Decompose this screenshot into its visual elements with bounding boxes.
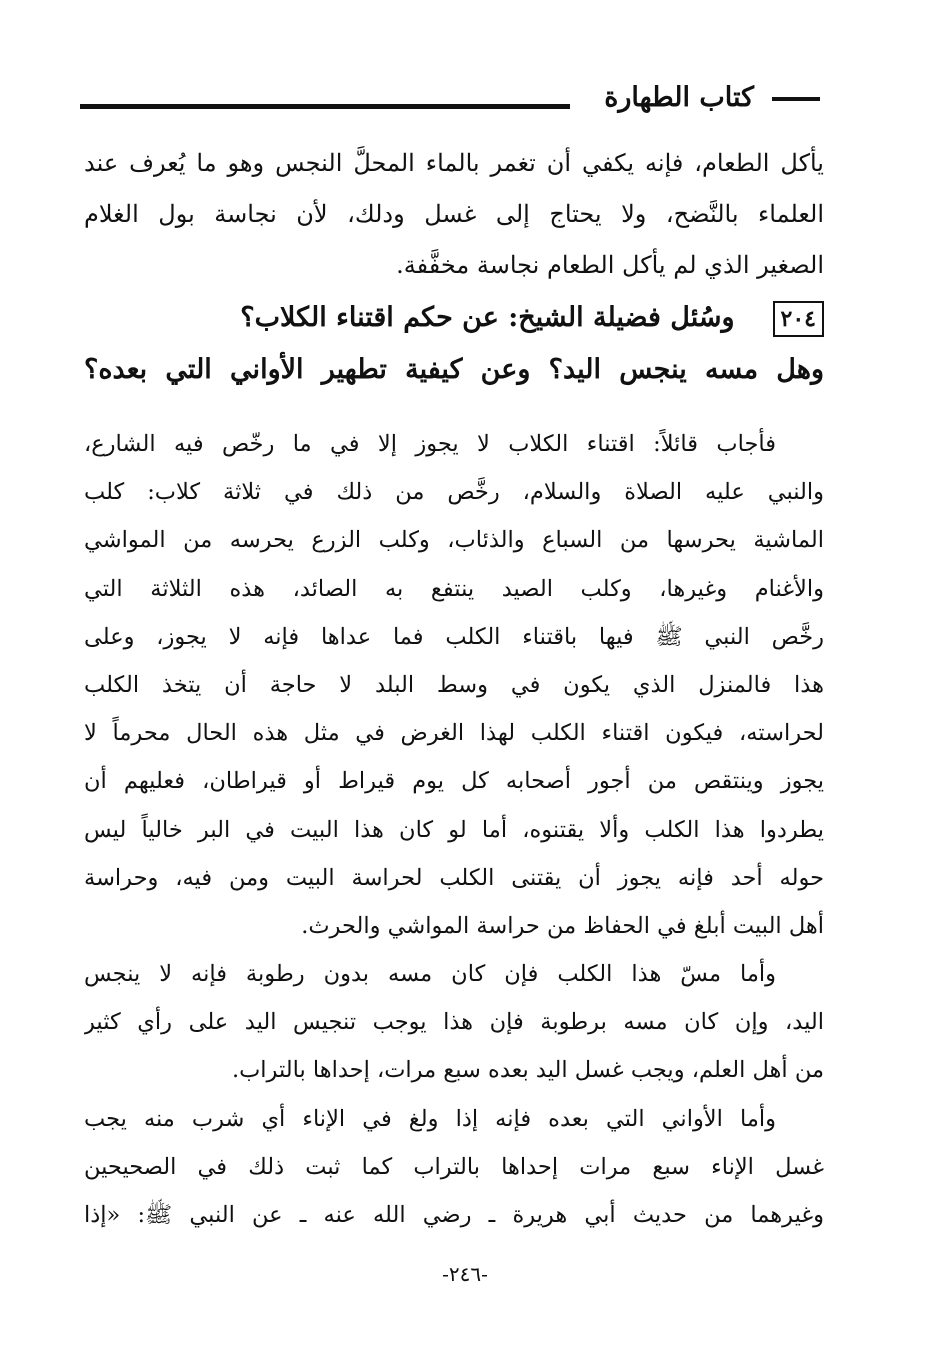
answer-line: الماشية يحرسها من السباع والذئاب، وكلب الزرع يحرسه من المواشي [84, 527, 824, 554]
answer-line: يطردوا هذا الكلب وألا يقتنوه، أما لو كان هذا البيت في البر خالياً ليس [84, 816, 824, 843]
question-number: ٢٠٤ [773, 301, 824, 337]
running-header [80, 78, 820, 118]
answer-line: فأجاب قائلاً: اقتناء الكلاب لا يجوز إلا في ما رخّص فيه الشارع، [84, 431, 776, 457]
answer-line: أهل البيت أبلغ في الحفاظ من حراسة المواشي والحرث. [301, 912, 824, 939]
answer-line: رخَّص النبي ﷺ فيها باقتناء الكلب فما عداها فإنه لا يجوز، وعلى [84, 623, 824, 650]
header-title: كتاب الطهارة [596, 78, 762, 118]
question-line-1 [84, 292, 824, 344]
header-rule-long [80, 104, 570, 109]
page-number: -٢٤٦- [442, 1262, 488, 1286]
answer-line: وغيرهما من حديث أبي هريرة ـ رضي الله عنه ـ عن النبي ﷺ: «إذا [84, 1202, 824, 1228]
answer-line: والنبي عليه الصلاة والسلام، رخَّص من ذلك في ثلاثة كلاب: كلب [84, 479, 824, 506]
question-heading [84, 292, 824, 396]
answer-line: والأغنام وغيرها، وكلب الصيد ينتفع به الصائد، هذه الثلاثة التي [84, 575, 824, 602]
answer-text [84, 420, 824, 1239]
answer-line: لحراسته، فيكون اقتناء الكلب لهذا الغرض في مثل هذه الحال محرماً لا [84, 720, 824, 747]
intro-line: الصغير الذي لم يأكل الطعام نجاسة مخفَّفة. [396, 251, 824, 279]
answer-line: وأما الأواني التي بعده فإنه إذا ولغ في الإناء أي شرب منه يجب [84, 1105, 776, 1132]
question-line-2: وهل مسه ينجس اليد؟ وعن كيفية تطهير الأواني التي بعده؟ [84, 354, 824, 385]
answer-line: غسل الإناء سبع مرات إحداها بالتراب كما ثبت ذلك في الصحيحين [84, 1153, 824, 1180]
header-rule-short [772, 97, 820, 101]
answer-line: من أهل العلم، ويجب غسل اليد بعده سبع مرات، إحداها بالتراب. [231, 1057, 824, 1084]
question-text-1: وسُئل فضيلة الشيخ: عن حكم اقتناء الكلاب؟ [240, 302, 735, 333]
answer-line: هذا فالمنزل الذي يكون في وسط البلد لا حاجة أن يتخذ الكلب [84, 671, 824, 698]
intro-line: العلماء بالنَّضح، ولا يحتاج إلى غسل ودلك، لأن نجاسة بول الغلام [84, 200, 824, 228]
answer-line: حوله أحد فإنه يجوز أن يقتنى الكلب لحراسة البيت ومن فيه، وحراسة [84, 864, 824, 891]
answer-line: يجوز وينتقص من أجور أصحابه كل يوم قيراط أو قيراطان، فعليهم أن [84, 768, 824, 795]
intro-paragraph [84, 138, 824, 291]
answer-line: وأما مسّ هذا الكلب فإن كان مسه بدون رطوبة فإنه لا ينجس [84, 961, 776, 988]
intro-line: يأكل الطعام، فإنه يكفي أن تغمر بالماء المحلَّ النجس وهو ما يُعرف عند [84, 149, 824, 177]
answer-line: اليد، وإن كان مسه برطوبة فإن هذا يوجب تنجيس اليد على رأي كثير [84, 1009, 824, 1036]
